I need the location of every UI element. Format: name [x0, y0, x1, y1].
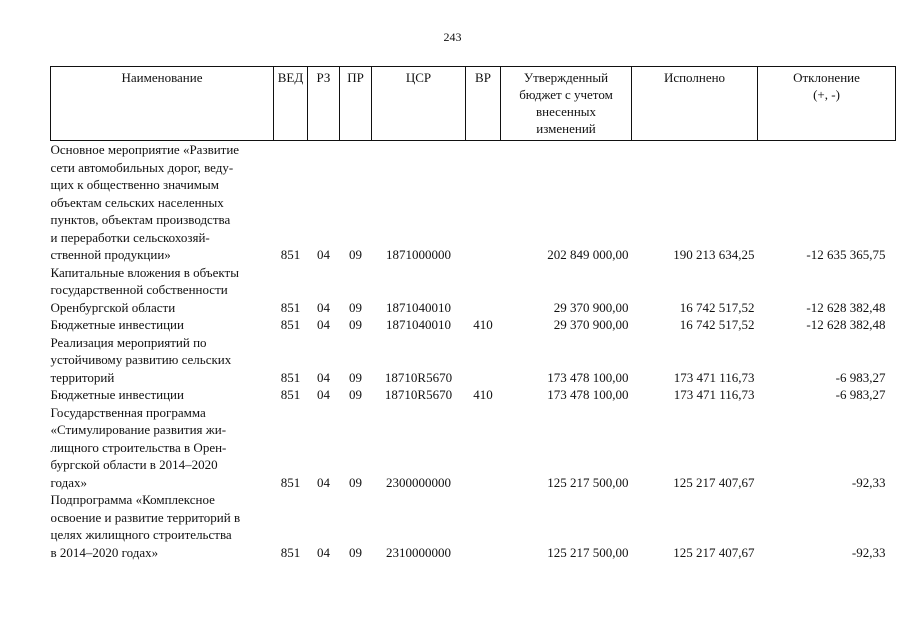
cell-name-line: устойчивому развитию сельских [50, 352, 232, 367]
cell-name-line: пунктов, объектам производства [50, 212, 231, 227]
cell-vr [466, 141, 501, 264]
cell-name-line: щих к общественно значимым [50, 177, 219, 192]
header-budget-line: Утвержденный [523, 70, 609, 85]
cell-name [51, 386, 274, 404]
cell-csr: 1871040010 [386, 299, 451, 315]
cell-budget: 173 478 100,00 [547, 369, 629, 385]
cell-budget: 202 849 000,00 [547, 247, 629, 262]
cell-done: 16 742 517,52 [679, 317, 755, 332]
header-vr: ВР [466, 67, 501, 141]
cell-vr [466, 334, 501, 387]
cell-budget: 125 217 500,00 [547, 474, 629, 490]
cell-name-line: сети автомобильных дорог, веду- [50, 159, 234, 175]
budget-table [50, 66, 896, 561]
header-deviation [758, 67, 896, 141]
header-ved: ВЕД [274, 67, 308, 141]
cell-pr: 09 [349, 474, 362, 490]
header-budget-line: внесенных [535, 104, 597, 119]
cell-name-line: Основное мероприятие «Развитие [50, 142, 240, 157]
cell-done: 190 213 634,25 [673, 247, 755, 262]
header-deviation-line: Отклонение [793, 70, 860, 85]
cell-deviation: -6 983,27 [835, 369, 886, 385]
cell-deviation: -12 628 382,48 [806, 317, 886, 332]
cell-name-line: бургской области в 2014–2020 [50, 457, 218, 472]
cell-pr: 09 [349, 299, 362, 315]
table-row [51, 491, 896, 561]
table-row [51, 334, 896, 387]
cell-csr: 18710R5670 [384, 387, 453, 402]
table-row [51, 264, 896, 317]
cell-deviation: -92,33 [851, 474, 886, 490]
cell-rz: 04 [317, 369, 330, 385]
header-deviation-line: (+, -) [813, 87, 840, 102]
page-number: 243 [443, 30, 462, 44]
cell-rz: 04 [317, 544, 330, 560]
cell-done: 173 471 116,73 [673, 369, 755, 385]
cell-name [51, 264, 274, 317]
cell-name [51, 141, 274, 264]
cell-vr: 410 [473, 387, 493, 402]
header-budget [501, 67, 632, 141]
cell-csr: 2310000000 [386, 544, 451, 560]
header-csr: ЦСР [372, 67, 466, 141]
cell-name [51, 491, 274, 561]
cell-ved: 851 [280, 299, 301, 315]
table-row [51, 404, 896, 492]
cell-name [51, 404, 274, 492]
cell-rz: 04 [317, 247, 330, 262]
table-row [51, 141, 896, 264]
cell-deviation: -6 983,27 [835, 387, 886, 402]
cell-budget: 125 217 500,00 [547, 544, 629, 560]
cell-pr: 09 [349, 544, 362, 560]
cell-done: 16 742 517,52 [679, 299, 755, 315]
table-row [51, 316, 896, 334]
cell-csr: 2300000000 [386, 474, 451, 490]
cell-done: 173 471 116,73 [673, 387, 755, 402]
cell-vr [466, 491, 501, 561]
cell-name-line: Бюджетные инвестиции [50, 317, 184, 332]
cell-rz: 04 [317, 474, 330, 490]
header-budget-line: бюджет с учетом [519, 87, 613, 102]
cell-name-line: государственной собственности [50, 282, 228, 297]
cell-pr: 09 [349, 247, 362, 262]
cell-budget: 173 478 100,00 [547, 387, 629, 402]
table-body [51, 141, 896, 562]
cell-deviation: -92,33 [851, 544, 886, 560]
cell-vr [466, 264, 501, 317]
cell-rz: 04 [317, 387, 330, 402]
cell-ved: 851 [280, 544, 301, 560]
cell-budget: 29 370 900,00 [553, 299, 629, 315]
cell-name-line: Реализация мероприятий по [50, 334, 207, 350]
header-name: Наименование [51, 67, 274, 141]
cell-name-line: Подпрограмма «Комплексное [50, 492, 215, 507]
header-budget-line: изменений [536, 121, 596, 136]
cell-vr: 410 [473, 317, 493, 332]
cell-name-line: «Стимулирование развития жи- [50, 422, 227, 437]
cell-name-line: и переработки сельскохозяй- [50, 229, 210, 245]
cell-csr: 1871000000 [386, 247, 451, 262]
cell-name-line: в 2014–2020 годах» [50, 544, 159, 560]
cell-ved: 851 [280, 247, 301, 262]
cell-done: 125 217 407,67 [673, 544, 755, 560]
header-rz: РЗ [308, 67, 340, 141]
cell-pr: 09 [349, 387, 362, 402]
cell-name-line: Бюджетные инвестиции [50, 387, 184, 402]
cell-name-line: Государственная программа [50, 404, 206, 420]
cell-rz: 04 [317, 317, 330, 332]
cell-ved: 851 [280, 317, 301, 332]
cell-done: 125 217 407,67 [673, 474, 755, 490]
cell-name-line: объектам сельских населенных [50, 194, 224, 210]
header-done: Исполнено [632, 67, 758, 141]
cell-pr: 09 [349, 369, 362, 385]
cell-ved: 851 [280, 369, 301, 385]
cell-ved: 851 [280, 387, 301, 402]
cell-vr [466, 404, 501, 492]
header-pr: ПР [340, 67, 372, 141]
cell-name [51, 334, 274, 387]
cell-name [51, 316, 274, 334]
cell-ved: 851 [280, 474, 301, 490]
cell-csr: 18710R5670 [384, 369, 453, 385]
cell-name-line: территорий [50, 369, 115, 385]
cell-name-line: Оренбургской области [50, 299, 176, 315]
cell-rz: 04 [317, 299, 330, 315]
cell-name-line: лищного строительства в Орен- [50, 439, 227, 455]
cell-name-line: целях жилищного строительства [50, 527, 232, 542]
cell-deviation: -12 628 382,48 [806, 299, 886, 315]
cell-deviation: -12 635 365,75 [806, 247, 886, 262]
cell-pr: 09 [349, 317, 362, 332]
cell-name-line: освоение и развитие территорий в [50, 509, 241, 525]
cell-budget: 29 370 900,00 [553, 317, 629, 332]
cell-csr: 1871040010 [386, 317, 451, 332]
cell-name-line: Капитальные вложения в объекты [50, 264, 239, 280]
cell-name-line: ственной продукции» [50, 247, 171, 262]
table-header [51, 67, 896, 141]
table-row [51, 386, 896, 404]
cell-name-line: годах» [50, 474, 88, 490]
